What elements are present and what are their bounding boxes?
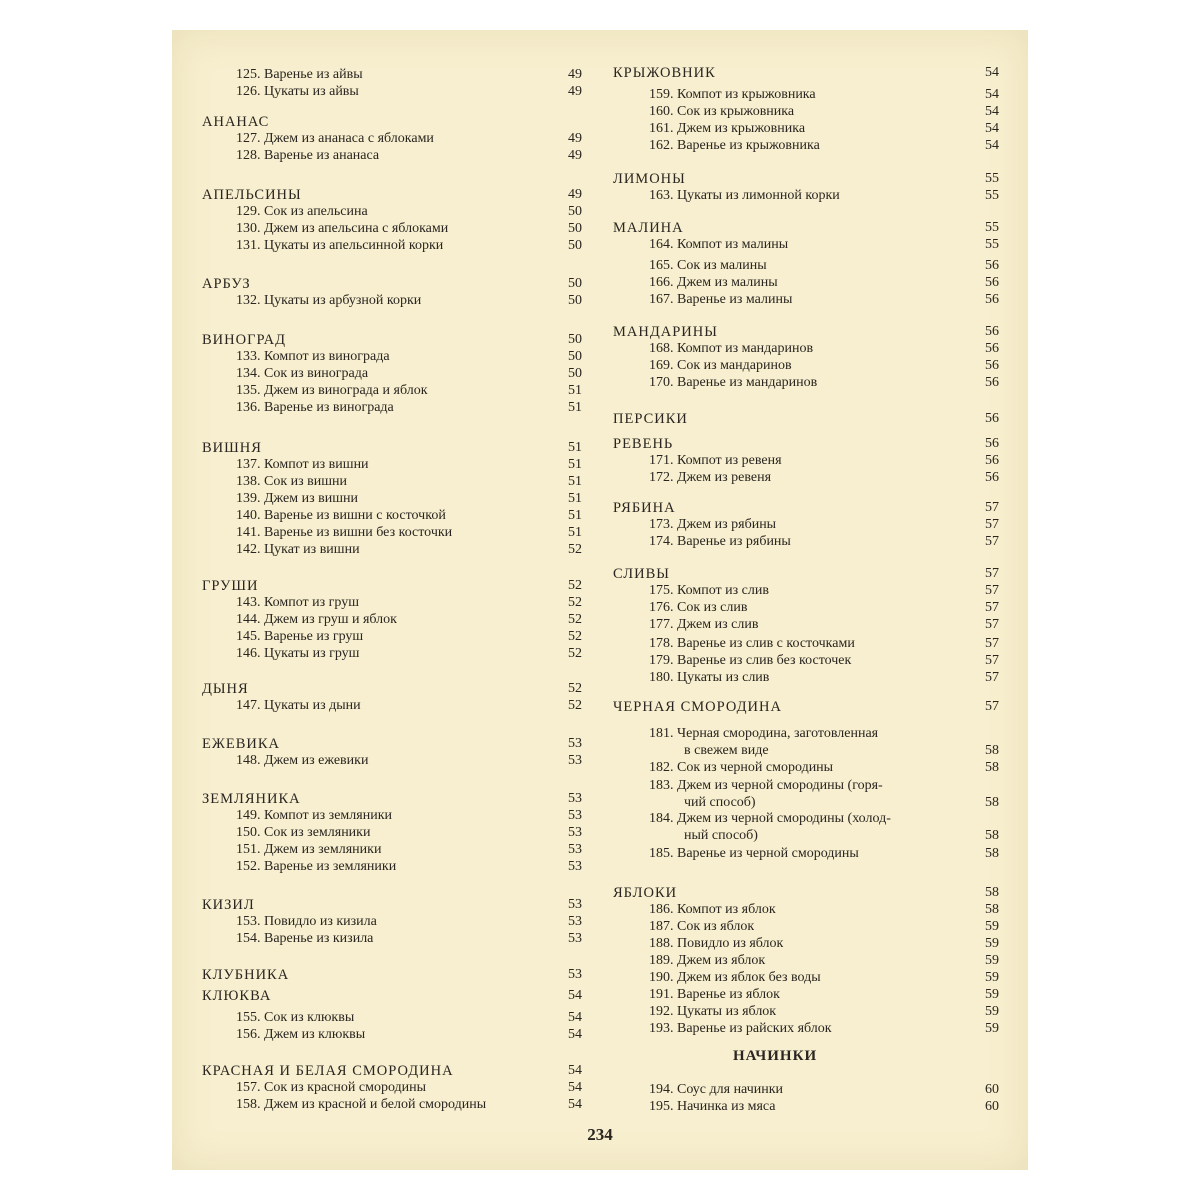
toc-entry-title: 136. Варенье из винограда — [236, 400, 394, 415]
toc-entry-page: 59 — [985, 1021, 999, 1036]
toc-entry-page: 56 — [985, 453, 999, 468]
toc-entry-title: 153. Повидло из кизила — [236, 914, 377, 929]
toc-entry-title: КЛЮКВА — [202, 988, 272, 1004]
toc-entry-page: 57 — [985, 699, 999, 714]
toc-entry-title: ДЫНЯ — [202, 681, 249, 697]
toc-entry-page: 50 — [568, 349, 582, 364]
toc-entry-page: 59 — [985, 953, 999, 968]
toc-entry-page: 52 — [568, 698, 582, 713]
toc-entry-page: 54 — [985, 138, 999, 153]
toc-entry-page: 49 — [568, 67, 582, 82]
toc-entry-page: 53 — [568, 914, 582, 929]
toc-entry-page: 58 — [985, 760, 999, 775]
toc-entry-page: 53 — [568, 842, 582, 857]
toc-entry-title: ЕЖЕВИКА — [202, 736, 280, 752]
toc-entry-page: 56 — [985, 358, 999, 373]
toc-entry-title: 174. Варенье из рябины — [649, 534, 791, 549]
toc-entry-title: 179. Варенье из слив без косточек — [649, 653, 852, 668]
toc-entry-page: 56 — [985, 341, 999, 356]
toc-entry-page: 57 — [985, 517, 999, 532]
toc-entry-title: 162. Варенье из крыжовника — [649, 138, 820, 153]
toc-entry-page: 50 — [568, 293, 582, 308]
toc-entry-title: 191. Варенье из яблок — [649, 987, 780, 1002]
toc-entry-title: 151. Джем из земляники — [236, 842, 382, 857]
toc-entry-page: 51 — [568, 383, 582, 398]
book-page — [172, 30, 1028, 1170]
toc-entry-title: чий способ) — [684, 795, 756, 810]
toc-entry-title: 127. Джем из ананаса с яблоками — [236, 131, 434, 146]
toc-entry-title: 167. Варенье из малины — [649, 292, 793, 307]
toc-entry-title: 189. Джем из яблок — [649, 953, 766, 968]
toc-entry-title: 129. Сок из апельсина — [236, 204, 368, 219]
toc-entry-page: 49 — [568, 131, 582, 146]
toc-entry-page: 50 — [568, 366, 582, 381]
toc-entry-title: 150. Сок из земляники — [236, 825, 371, 840]
toc-entry-title: НАЧИНКИ — [733, 1048, 818, 1064]
toc-entry-title: 163. Цукаты из лимонной корки — [649, 188, 840, 203]
toc-entry-title: 195. Начинка из мяса — [649, 1099, 776, 1114]
toc-entry-page: 50 — [568, 221, 582, 236]
toc-entry-page: 55 — [985, 237, 999, 252]
toc-entry-title: 147. Цукаты из дыни — [236, 698, 361, 713]
toc-entry-title: 186. Компот из яблок — [649, 902, 776, 917]
toc-entry-title: 143. Компот из груш — [236, 595, 360, 610]
toc-entry-title: 131. Цукаты из апельсинной корки — [236, 238, 444, 253]
toc-entry-title: 134. Сок из винограда — [236, 366, 369, 381]
toc-entry-title: 183. Джем из черной смородины (горя- — [649, 778, 883, 793]
toc-entry-page: 59 — [985, 1004, 999, 1019]
toc-entry-page: 52 — [568, 681, 582, 696]
toc-entry-title: ный способ) — [684, 828, 758, 843]
toc-entry-page: 58 — [985, 743, 999, 758]
toc-entry-page: 54 — [985, 121, 999, 136]
toc-entry-page: 60 — [985, 1099, 999, 1114]
toc-entry-page: 57 — [985, 500, 999, 515]
toc-entry-title: 185. Варенье из черной смородины — [649, 846, 859, 861]
toc-entry-title: 154. Варенье из кизила — [236, 931, 374, 946]
toc-entry-page: 53 — [568, 791, 582, 806]
toc-entry-title: 135. Джем из винограда и яблок — [236, 383, 428, 398]
toc-entry-title: 172. Джем из ревеня — [649, 470, 772, 485]
toc-entry-title: 165. Сок из малины — [649, 258, 767, 273]
toc-entry-title: МАЛИНА — [613, 220, 684, 236]
toc-entry-page: 50 — [568, 204, 582, 219]
toc-entry-page: 56 — [985, 411, 999, 426]
toc-entry-title: 157. Сок из красной смородины — [236, 1080, 427, 1095]
toc-entry-title: 125. Варенье из айвы — [236, 67, 363, 82]
toc-entry-page: 57 — [985, 600, 999, 615]
toc-entry-title: АПЕЛЬСИНЫ — [202, 187, 302, 203]
toc-entry-title: 161. Джем из крыжовника — [649, 121, 806, 136]
toc-entry-page: 53 — [568, 897, 582, 912]
toc-entry-page: 56 — [985, 324, 999, 339]
toc-entry-title: КРЫЖОВНИК — [613, 65, 716, 81]
toc-entry-page: 57 — [985, 617, 999, 632]
toc-entry-page: 52 — [568, 542, 582, 557]
toc-entry-title: 192. Цукаты из яблок — [649, 1004, 777, 1019]
toc-entry-page: 54 — [568, 1063, 582, 1078]
toc-entry-page: 58 — [985, 885, 999, 900]
toc-entry-page: 52 — [568, 612, 582, 627]
toc-entry-page: 55 — [985, 171, 999, 186]
toc-entry-title: ПЕРСИКИ — [613, 411, 688, 427]
toc-entry-page: 57 — [985, 534, 999, 549]
toc-entry-page: 58 — [985, 902, 999, 917]
toc-entry-page: 56 — [985, 470, 999, 485]
toc-entry-title: 148. Джем из ежевики — [236, 753, 369, 768]
toc-entry-title: 141. Варенье из вишни без косточки — [236, 525, 453, 540]
toc-entry-title: 175. Компот из слив — [649, 583, 769, 598]
toc-entry-title: 132. Цукаты из арбузной корки — [236, 293, 422, 308]
toc-entry-page: 50 — [568, 238, 582, 253]
toc-entry-page: 54 — [568, 988, 582, 1003]
toc-entry-title: ЧЕРНАЯ СМОРОДИНА — [613, 699, 782, 715]
toc-entry-title: РЕВЕНЬ — [613, 436, 674, 452]
toc-entry-page: 54 — [985, 87, 999, 102]
toc-entry-title: 155. Сок из клюквы — [236, 1010, 355, 1025]
toc-entry-title: 184. Джем из черной смородины (холод- — [649, 811, 891, 826]
page-number: 234 — [587, 1125, 613, 1144]
toc-entry-title: 180. Цукаты из слив — [649, 670, 770, 685]
toc-entry-title: 126. Цукаты из айвы — [236, 84, 359, 99]
toc-entry-title: 137. Компот из вишни — [236, 457, 369, 472]
toc-entry-title: 168. Компот из мандаринов — [649, 341, 814, 356]
toc-entry-title: 169. Сок из мандаринов — [649, 358, 792, 373]
toc-entry-title: 159. Компот из крыжовника — [649, 87, 816, 102]
toc-entry-page: 52 — [568, 646, 582, 661]
toc-entry-title: 182. Сок из черной смородины — [649, 760, 834, 775]
toc-entry-page: 57 — [985, 653, 999, 668]
toc-entry-page: 59 — [985, 936, 999, 951]
toc-entry-page: 59 — [985, 970, 999, 985]
toc-entry-page: 55 — [985, 220, 999, 235]
toc-entry-title: 166. Джем из малины — [649, 275, 778, 290]
toc-entry-page: 52 — [568, 629, 582, 644]
toc-entry-page: 54 — [568, 1097, 582, 1112]
toc-entry-page: 54 — [985, 104, 999, 119]
toc-entry-page: 54 — [568, 1080, 582, 1095]
toc-entry-title: 128. Варенье из ананаса — [236, 148, 380, 163]
toc-entry-title: 171. Компот из ревеня — [649, 453, 782, 468]
toc-entry-page: 58 — [985, 846, 999, 861]
toc-entry-title: 146. Цукаты из груш — [236, 646, 360, 661]
toc-entry-title: 145. Варенье из груш — [236, 629, 364, 644]
toc-entry-page: 60 — [985, 1082, 999, 1097]
toc-entry-page: 51 — [568, 508, 582, 523]
toc-entry-page: 53 — [568, 736, 582, 751]
toc-entry-title: 176. Сок из слив — [649, 600, 748, 615]
toc-entry-title: КРАСНАЯ И БЕЛАЯ СМОРОДИНА — [202, 1063, 454, 1079]
toc-entry-title: СЛИВЫ — [613, 566, 670, 582]
toc-entry-title: 187. Сок из яблок — [649, 919, 755, 934]
toc-entry-page: 50 — [568, 332, 582, 347]
toc-entry-title: 170. Варенье из мандаринов — [649, 375, 818, 390]
toc-entry-title: КЛУБНИКА — [202, 967, 290, 983]
toc-entry-title: ВИНОГРАД — [202, 332, 287, 348]
toc-entry-title: АНАНАС — [202, 114, 270, 130]
toc-entry-page: 53 — [568, 967, 582, 982]
toc-entry-title: 188. Повидло из яблок — [649, 936, 784, 951]
toc-entry-page: 56 — [985, 275, 999, 290]
toc-entry-page: 51 — [568, 491, 582, 506]
toc-entry-page: 57 — [985, 670, 999, 685]
toc-entry-title: 158. Джем из красной и белой смородины — [236, 1097, 487, 1112]
toc-entry-title: 130. Джем из апельсина с яблоками — [236, 221, 449, 236]
toc-entry-page: 54 — [985, 65, 999, 80]
toc-entry-page: 53 — [568, 931, 582, 946]
toc-entry-title: 178. Варенье из слив с косточками — [649, 636, 855, 651]
toc-entry-title: 194. Соус для начинки — [649, 1082, 784, 1097]
toc-entry-title: 138. Сок из вишни — [236, 474, 348, 489]
toc-entry-title: ВИШНЯ — [202, 440, 262, 456]
toc-entry-page: 53 — [568, 808, 582, 823]
toc-entry-page: 53 — [568, 753, 582, 768]
toc-entry-title: 160. Сок из крыжовника — [649, 104, 795, 119]
toc-entry-title: РЯБИНА — [613, 500, 676, 516]
toc-entry-title: ГРУШИ — [202, 578, 259, 594]
toc-entry-title: 140. Варенье из вишни с косточкой — [236, 508, 446, 523]
toc-entry-title: 149. Компот из земляники — [236, 808, 392, 823]
toc-entry-title: 181. Черная смородина, заготовленная — [649, 726, 879, 741]
toc-entry-page: 55 — [985, 188, 999, 203]
toc-entry-title: 173. Джем из рябины — [649, 517, 777, 532]
toc-entry-title: 177. Джем из слив — [649, 617, 759, 632]
toc-entry-page: 58 — [985, 795, 999, 810]
toc-entry-page: 51 — [568, 440, 582, 455]
toc-entry-title: ЗЕМЛЯНИКА — [202, 791, 301, 807]
toc-entry-page: 57 — [985, 636, 999, 651]
toc-entry-title: 139. Джем из вишни — [236, 491, 359, 506]
toc-entry-title: 156. Джем из клюквы — [236, 1027, 366, 1042]
toc-entry-page: 56 — [985, 258, 999, 273]
toc-entry-page: 57 — [985, 583, 999, 598]
toc-entry-title: 193. Варенье из райских яблок — [649, 1021, 832, 1036]
toc-entry-page: 53 — [568, 825, 582, 840]
toc-entry-page: 54 — [568, 1027, 582, 1042]
toc-entry-page: 51 — [568, 525, 582, 540]
toc-entry-page: 49 — [568, 148, 582, 163]
toc-entry-page: 56 — [985, 292, 999, 307]
toc-entry-title: 142. Цукат из вишни — [236, 542, 360, 557]
toc-entry-page: 50 — [568, 276, 582, 291]
toc-entry-page: 59 — [985, 919, 999, 934]
toc-entry-title: ЛИМОНЫ — [613, 171, 686, 187]
toc-entry-page: 52 — [568, 578, 582, 593]
toc-entry-page: 53 — [568, 859, 582, 874]
toc-entry-title: 152. Варенье из земляники — [236, 859, 397, 874]
toc-entry-page: 51 — [568, 474, 582, 489]
toc-entry-title: 190. Джем из яблок без воды — [649, 970, 821, 985]
toc-entry-title: ЯБЛОКИ — [613, 885, 678, 901]
toc-entry-title: в свежем виде — [684, 743, 769, 758]
toc-entry-page: 58 — [985, 828, 999, 843]
toc-entry-page: 57 — [985, 566, 999, 581]
toc-entry-page: 49 — [568, 187, 582, 202]
toc-entry-page: 56 — [985, 375, 999, 390]
toc-entry-page: 56 — [985, 436, 999, 451]
toc-entry-title: КИЗИЛ — [202, 897, 255, 913]
toc-entry-title: АРБУЗ — [202, 276, 251, 292]
toc-entry-page: 59 — [985, 987, 999, 1002]
toc-entry-page: 51 — [568, 400, 582, 415]
toc-entry-title: 164. Компот из малины — [649, 237, 789, 252]
toc-entry-page: 54 — [568, 1010, 582, 1025]
toc-entry-page: 51 — [568, 457, 582, 472]
toc-entry-page: 49 — [568, 84, 582, 99]
toc-entry-page: 52 — [568, 595, 582, 610]
toc-entry-title: 144. Джем из груш и яблок — [236, 612, 397, 627]
toc-entry-title: МАНДАРИНЫ — [613, 324, 718, 340]
toc-entry-title: 133. Компот из винограда — [236, 349, 390, 364]
